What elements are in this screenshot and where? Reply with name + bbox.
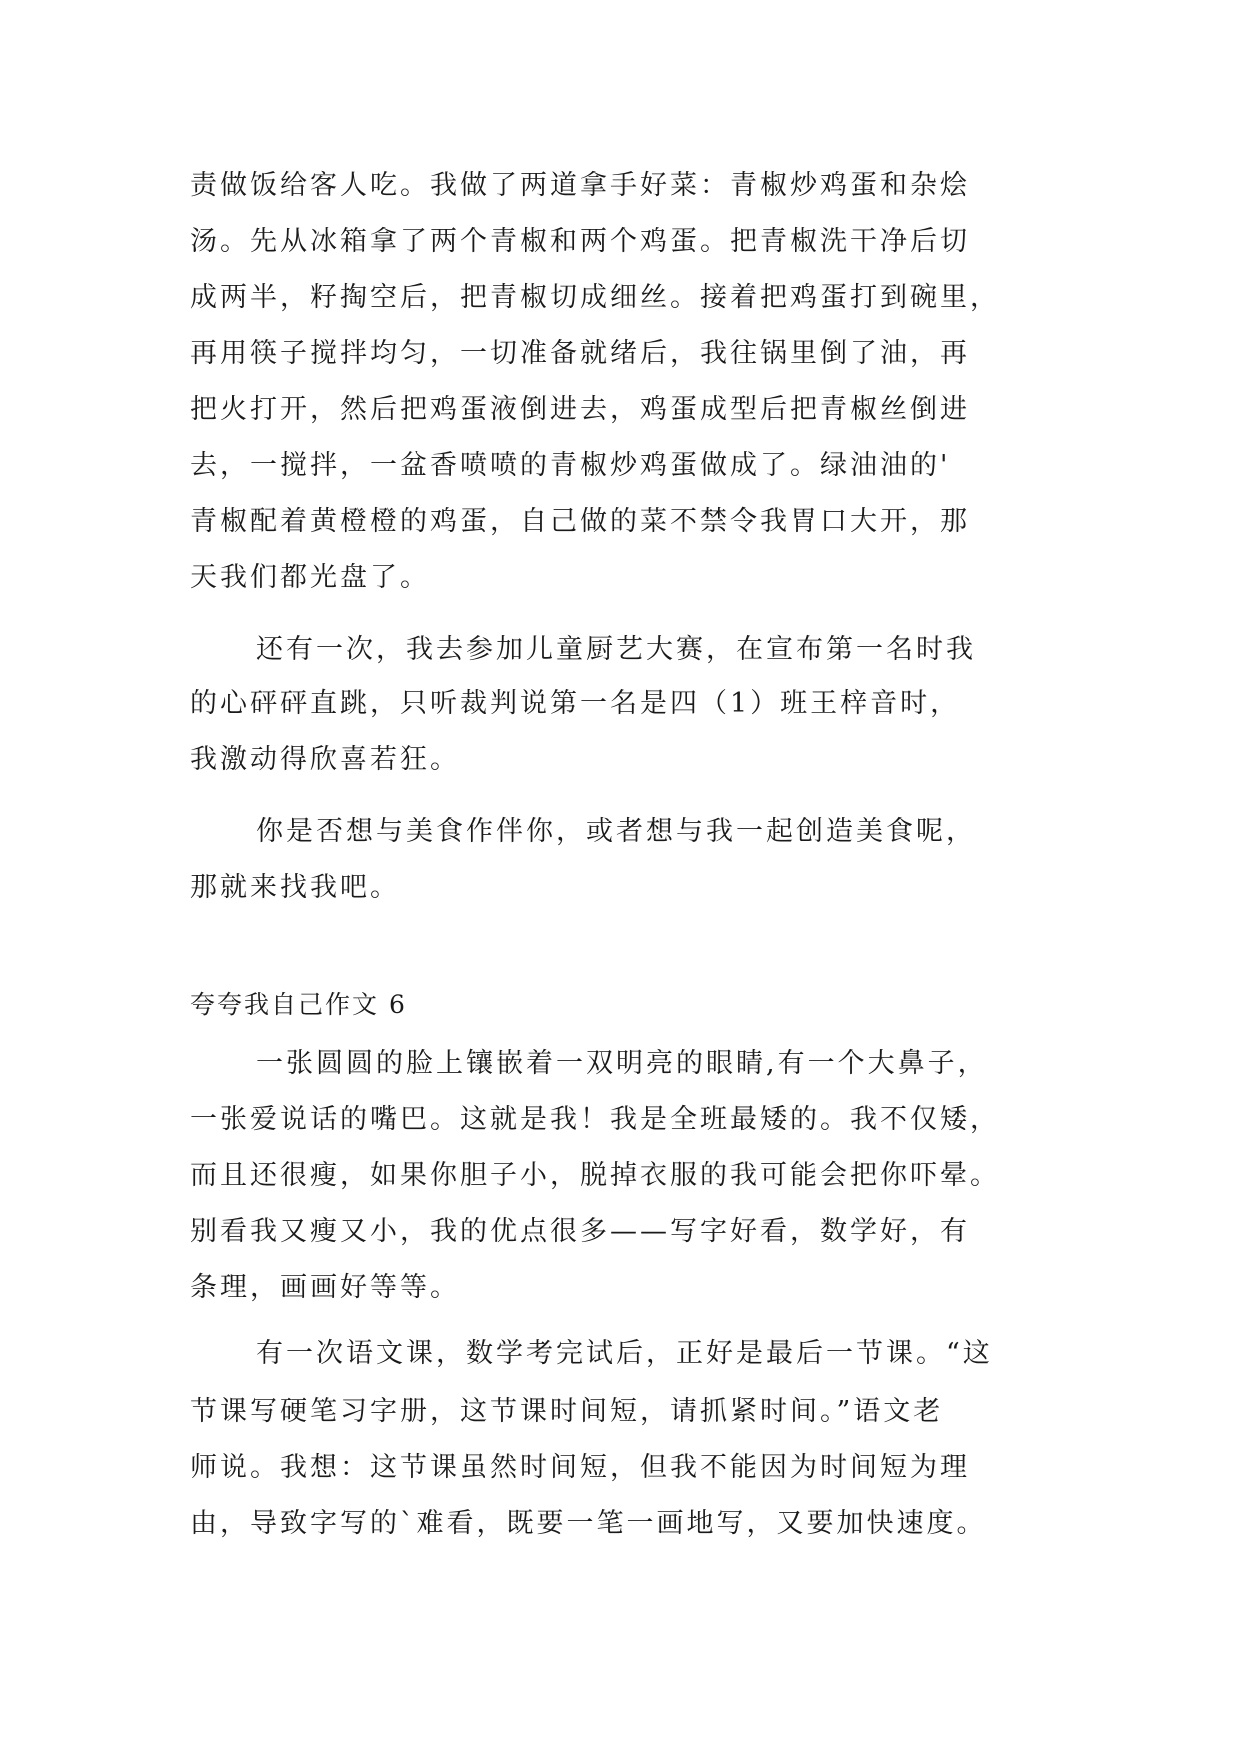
paragraph-first-line: 你是否想与美食作伴你，或者想与我一起创造美食呢， xyxy=(256,816,976,847)
text-line: 别看我又瘦又小，我的优点很多——写字好看，数学好，有 xyxy=(190,1216,970,1247)
text-line: 师说。我想：这节课虽然时间短，但我不能因为时间短为理 xyxy=(190,1452,970,1483)
text-line: 去，一搅拌，一盆香喷喷的青椒炒鸡蛋做成了。绿油油的' xyxy=(190,450,951,481)
text-line: 青椒配着黄橙橙的鸡蛋，自己做的菜不禁令我胃口大开，那 xyxy=(190,506,970,537)
paragraph-first-line: 有一次语文课，数学考完试后，正好是最后一节课。“这 xyxy=(256,1338,993,1369)
paragraph-first-line: 一张圆圆的脸上镶嵌着一双明亮的眼睛,有一个大鼻子， xyxy=(256,1048,988,1079)
text-line: 由，导致字写的`难看，既要一笔一画地写，又要加快速度。 xyxy=(190,1508,987,1539)
essay-title: 夸夸我自己作文 6 xyxy=(190,990,407,1019)
text-line: 汤。先从冰箱拿了两个青椒和两个鸡蛋。把青椒洗干净后切 xyxy=(190,226,970,257)
text-line: 那就来找我吧。 xyxy=(190,872,400,903)
text-line: 天我们都光盘了。 xyxy=(190,562,430,593)
paragraph-first-line: 还有一次，我去参加儿童厨艺大赛，在宣布第一名时我 xyxy=(256,634,976,665)
text-line: 而且还很瘦，如果你胆子小，脱掉衣服的我可能会把你吓晕。 xyxy=(190,1160,1000,1191)
text-line: 再用筷子搅拌均匀，一切准备就绪后，我往锅里倒了油，再 xyxy=(190,338,970,369)
text-line: 责做饭给客人吃。我做了两道拿手好菜：青椒炒鸡蛋和杂烩 xyxy=(190,170,970,201)
text-line: 一张爱说话的嘴巴。这就是我！我是全班最矮的。我不仅矮， xyxy=(190,1104,1000,1135)
text-line: 我激动得欣喜若狂。 xyxy=(190,744,460,775)
text-line: 把火打开，然后把鸡蛋液倒进去，鸡蛋成型后把青椒丝倒进 xyxy=(190,394,970,425)
text-line: 的心砰砰直跳，只听裁判说第一名是四（1）班王梓音时， xyxy=(190,688,961,719)
text-line: 条理，画画好等等。 xyxy=(190,1272,460,1303)
text-line: 成两半，籽掏空后，把青椒切成细丝。接着把鸡蛋打到碗里， xyxy=(190,282,1000,313)
text-line: 节课写硬笔习字册，这节课时间短，请抓紧时间。”语文老 xyxy=(190,1396,944,1427)
